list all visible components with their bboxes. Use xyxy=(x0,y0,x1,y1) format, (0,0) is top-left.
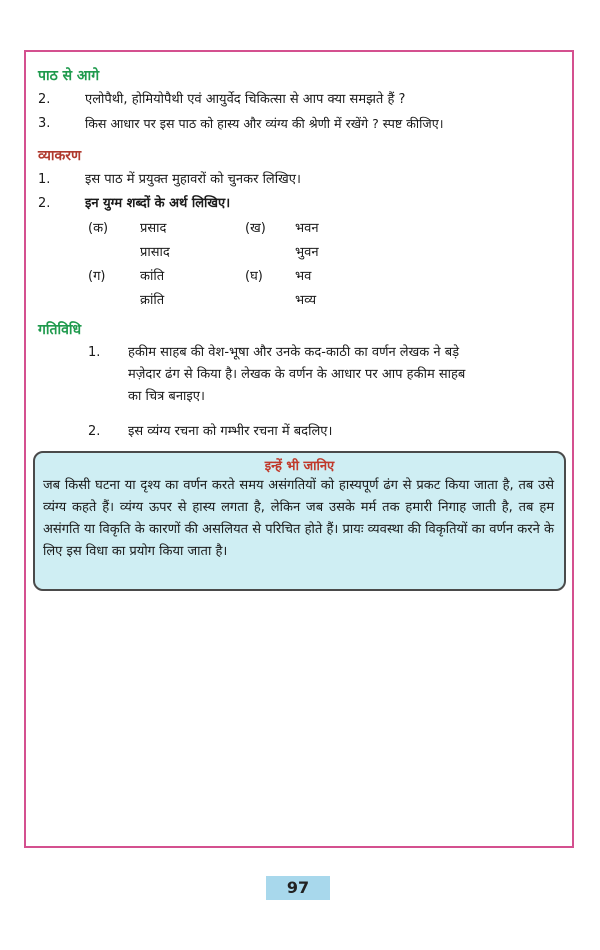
pair-word: कांति xyxy=(140,269,165,284)
pair-word: प्रासाद xyxy=(140,245,170,260)
question-text: इन युग्म शब्दों के अर्थ लिखिए। xyxy=(85,196,231,211)
question-text: एलोपैथी, होमियोपैथी एवं आयुर्वेद चिकित्सा से आप क्या समझते हैं ? xyxy=(85,92,406,107)
question-number: 2. xyxy=(38,196,51,211)
activity-text-line: का चित्र बनाइए। xyxy=(128,389,205,404)
pair-label: (ग) xyxy=(88,269,106,284)
pair-word: भव्य xyxy=(295,293,317,308)
question-text: इस पाठ में प्रयुक्त मुहावरों को चुनकर लिखिए। xyxy=(85,172,301,187)
info-box-text: जब किसी घटना या दृश्य का वर्णन करते समय असंगतियों को हास्यपूर्ण ढंग से प्रकट किया जाता है, तब उसे व्यंग्य कहते हैं। व्यंग्य ऊपर से हास्य लगता है, लेकिन जब उसके मर्म तक हमारी निगाह जाती है, तब हम असंगति या विकृति के कारणों की असलियत से परिचित होते हैं। प्रायः व्यवस्था की विकृतियों का वर्णन करने के लिए इस विधा का प्रयोग किया जाता है। xyxy=(43,478,554,559)
page-number: 97 xyxy=(266,876,330,900)
section-heading-gatividhi: गतिविधि xyxy=(38,322,82,338)
question-text: किस आधार पर इस पाठ को हास्य और व्यंग्य की श्रेणी में रखेंगे ? स्पष्ट कीजिए। xyxy=(85,116,444,131)
question-number: 2. xyxy=(38,92,51,107)
question-number: 1. xyxy=(38,172,51,187)
section-heading-vyakaran: व्याकरण xyxy=(38,148,82,164)
activity-number: 1. xyxy=(88,345,101,360)
pair-label: (ख) xyxy=(245,221,266,236)
info-box xyxy=(33,451,566,591)
pair-word: प्रसाद xyxy=(140,221,167,236)
activity-text-line: हकीम साहब की वेश-भूषा और उनके कद-काठी का वर्णन लेखक ने बड़े xyxy=(128,345,460,360)
section-heading-path-se-aage: पाठ से आगे xyxy=(38,68,100,84)
question-number: 3. xyxy=(38,116,51,131)
pair-word: भवन xyxy=(295,221,319,236)
page-frame xyxy=(24,50,574,848)
pair-label: (घ) xyxy=(245,269,263,284)
activity-text-line: मज़ेदार ढंग से किया है। लेखक के वर्णन के आधार पर आप हकीम साहब xyxy=(128,367,466,382)
activity-number: 2. xyxy=(88,424,101,439)
pair-word: भव xyxy=(295,269,312,284)
info-box-title: इन्हें भी जानिए xyxy=(264,459,335,474)
pair-label: (क) xyxy=(88,221,109,236)
pair-word: भुवन xyxy=(295,245,319,260)
activity-text-line: इस व्यंग्य रचना को गम्भीर रचना में बदलिए। xyxy=(128,424,333,439)
pair-word: क्रांति xyxy=(140,293,165,308)
